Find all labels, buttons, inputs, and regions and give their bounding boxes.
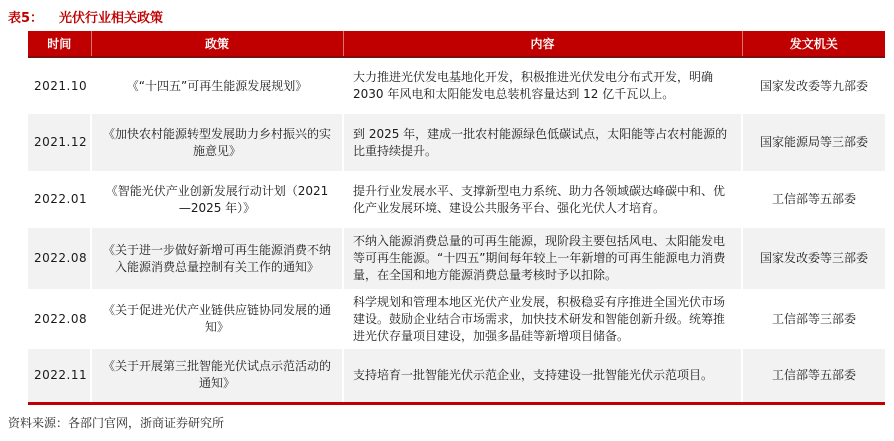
- header-date: 时间: [28, 31, 91, 57]
- cell-policy: 《关于进一步做好新增可再生能源消费不纳入能源消费总量控制有关工作的通知》: [91, 228, 343, 289]
- table-row: [28, 289, 885, 349]
- table-row: [28, 349, 885, 403]
- cell-date: 2021.10: [34, 78, 88, 93]
- table-title: [8, 7, 163, 26]
- cell-policy: 《关于促进光伏产业链供应链协同发展的通知》: [91, 289, 343, 349]
- table-header-row: [28, 31, 885, 57]
- cell-policy: 《关于开展第三批智能光伏试点示范活动的通知》: [91, 349, 343, 403]
- header-content: 内容: [343, 31, 742, 57]
- table-number: 表5：: [8, 11, 44, 26]
- policy-table: [28, 31, 885, 405]
- header-issuer: 发文机关: [742, 31, 885, 57]
- cell-policy: 《“十四五”可再生能源发展规划》: [91, 57, 343, 114]
- cell-content: 提升行业发展水平、支撑新型电力系统、助力各领域碳达峰碳中和、优化产业发展环境、建设公共服务平台、强化光伏人才培育。: [343, 171, 742, 228]
- cell-date: 2022.08: [34, 251, 88, 265]
- table-row: [28, 228, 885, 289]
- cell-policy: 《加快农村能源转型发展助力乡村振兴的实施意见》: [91, 114, 343, 171]
- table-row: [28, 171, 885, 228]
- cell-date: 2022.11: [34, 367, 88, 382]
- table-row: [28, 114, 885, 171]
- cell-content: 支持培育一批智能光伏示范企业，支持建设一批智能光伏示范项目。: [343, 349, 742, 403]
- cell-issuer: 国家能源局等三部委: [742, 114, 885, 171]
- cell-date: 2022.08: [34, 311, 88, 326]
- cell-issuer: 工信部等五部委: [742, 171, 885, 228]
- header-policy: 政策: [91, 31, 343, 57]
- cell-policy: 《智能光伏产业创新发展行动计划（2021—2025 年）》: [91, 171, 343, 228]
- cell-content: 到 2025 年，建成一批农村能源绿色低碳试点，太阳能等占农村能源的比重持续提升。: [343, 114, 742, 171]
- cell-content: 大力推进光伏发电基地化开发，积极推进光伏发电分布式开发，明确 2030 年风电和太阳能发电总装机容量达到 12 亿千瓦以上。: [343, 57, 742, 114]
- cell-content: 科学规划和管理本地区光伏产业发展，积极稳妥有序推进全国光伏市场建设。鼓励企业结合市场需求，加快技术研发和智能创新升级。统筹推进光伏存量项目建设，加强多晶硅等新增项目储备。: [343, 289, 742, 349]
- cell-issuer: 国家发改委等三部委: [742, 228, 885, 289]
- cell-issuer: 国家发改委等九部委: [742, 57, 885, 114]
- cell-content: 不纳入能源消费总量的可再生能源，现阶段主要包括风电、太阳能发电等可再生能源。“十四五”期间每年较上一年新增的可再生能源电力消费量，在全国和地方能源消费总量考核时予以扣除。: [343, 228, 742, 289]
- cell-date: 2022.01: [34, 192, 88, 206]
- source-note: 资料来源：各部门官网，浙商证券研究所: [8, 416, 225, 430]
- cell-issuer: 工信部等三部委: [742, 289, 885, 349]
- cell-issuer: 工信部等五部委: [742, 349, 885, 403]
- table-row: [28, 57, 885, 114]
- page-title: 光伏行业相关政策: [59, 11, 164, 26]
- cell-date: 2021.12: [34, 135, 88, 149]
